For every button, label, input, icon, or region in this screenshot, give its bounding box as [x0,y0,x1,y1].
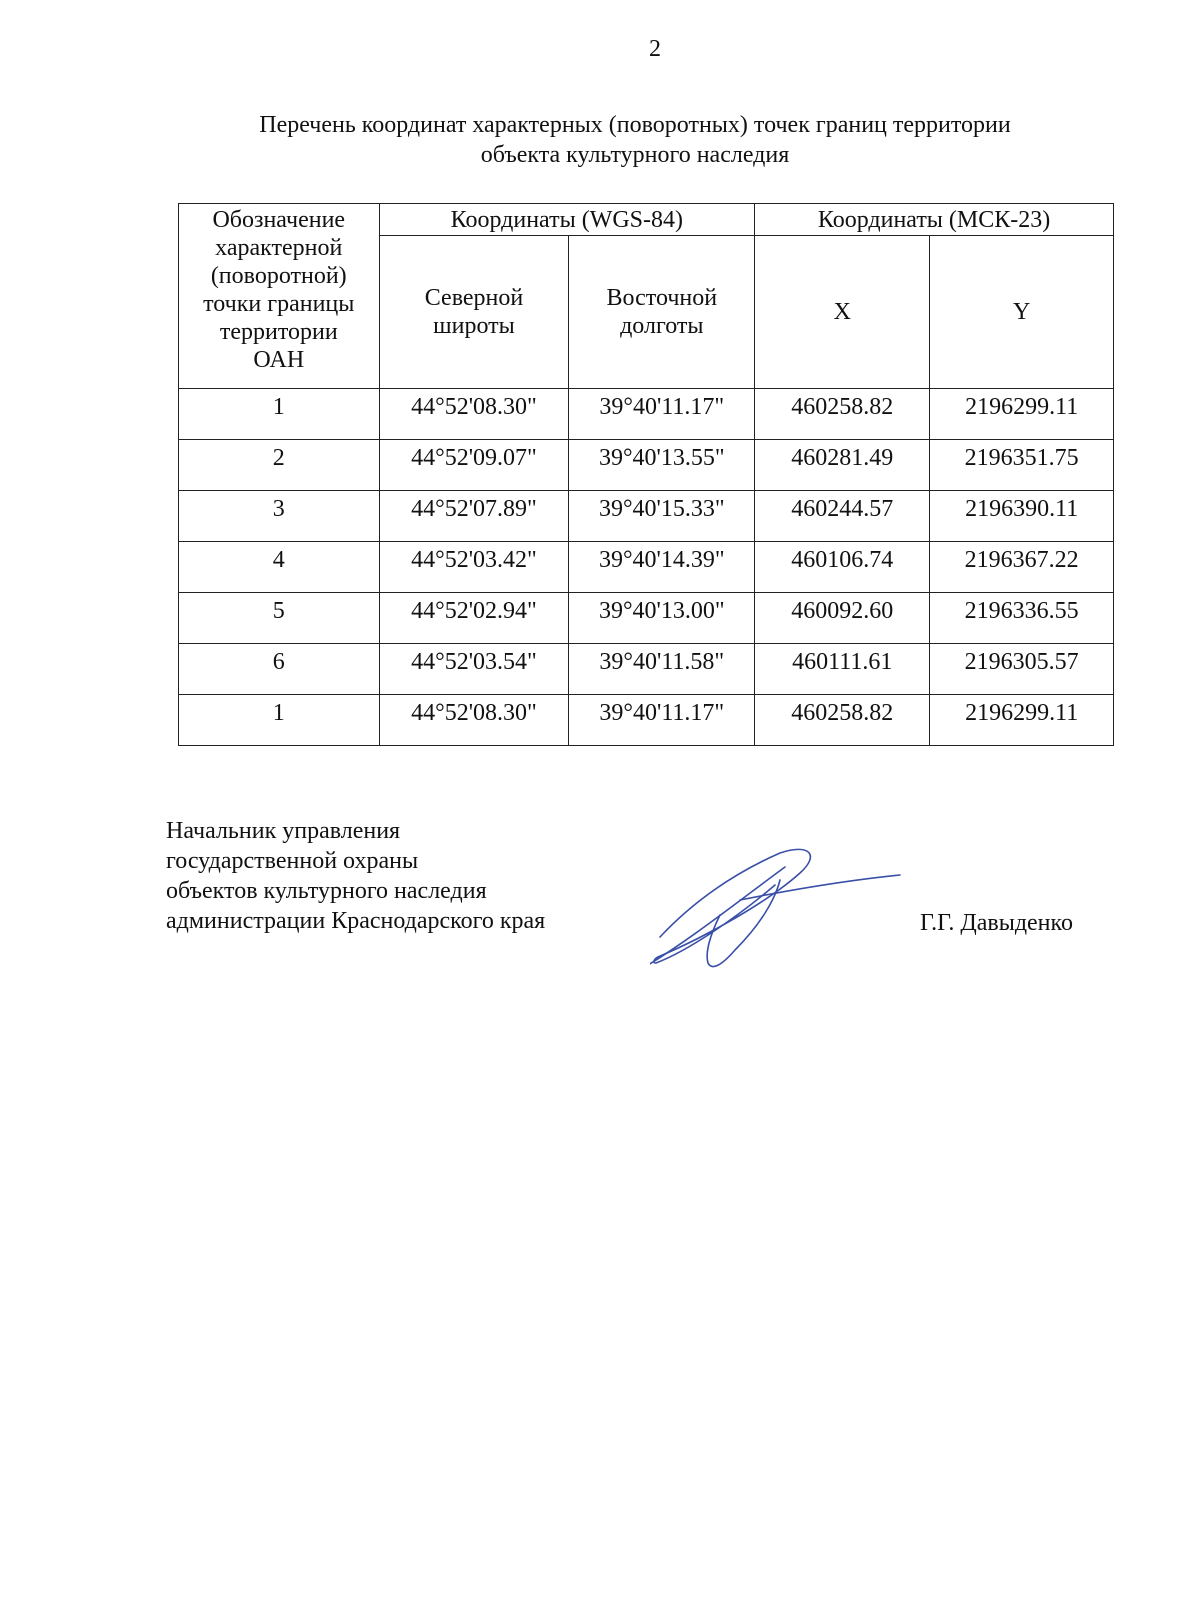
cell-latitude: 44°52'08.30" [379,695,569,746]
cell-longitude: 39°40'14.39" [569,542,755,593]
cell-latitude: 44°52'07.89" [379,491,569,542]
cell-point: 4 [179,542,380,593]
cell-x: 460258.82 [755,389,930,440]
cell-x: 460281.49 [755,440,930,491]
header-point-designation: Обозначение характерной (поворотной) точки границы территории ОАН [179,204,380,389]
document-title-line-1: Перечень координат характерных (поворотных) точек границ территории [259,112,1011,138]
signatory-name: Г.Г. Давыденко [920,910,1073,936]
cell-point: 2 [179,440,380,491]
coordinates-table [178,203,1114,746]
signatory-position-line: Начальник управления [166,818,401,844]
header-east-longitude: Восточной долготы [569,236,755,389]
cell-longitude: 39°40'11.17" [569,389,755,440]
header-group-msk23: Координаты (МСК-23) [755,204,1114,236]
cell-longitude: 39°40'11.17" [569,695,755,746]
signatory-position-line: администрации Краснодарского края [166,908,546,934]
cell-y: 2196305.57 [930,644,1114,695]
document-title-line-2: объекта культурного наследия [480,142,790,168]
header-group-wgs84: Координаты (WGS-84) [379,204,755,236]
cell-y: 2196299.11 [930,695,1114,746]
table-row [179,389,1114,440]
cell-longitude: 39°40'13.00" [569,593,755,644]
cell-y: 2196367.22 [930,542,1114,593]
cell-point: 6 [179,644,380,695]
table-row [179,542,1114,593]
cell-longitude: 39°40'13.55" [569,440,755,491]
handwritten-signature [650,845,930,975]
header-north-latitude: Северной широты [379,236,569,389]
cell-y: 2196336.55 [930,593,1114,644]
cell-point: 3 [179,491,380,542]
signatory-position-line: объектов культурного наследия [166,878,487,904]
cell-y: 2196390.11 [930,491,1114,542]
signatory-position-line: государственной охраны [166,848,419,874]
table-row [179,440,1114,491]
cell-x: 460106.74 [755,542,930,593]
cell-x: 460258.82 [755,695,930,746]
cell-point: 1 [179,389,380,440]
cell-point: 1 [179,695,380,746]
document-title [175,110,1095,170]
header-x: X [755,236,930,389]
table-row [179,491,1114,542]
cell-latitude: 44°52'09.07" [379,440,569,491]
cell-latitude: 44°52'03.54" [379,644,569,695]
cell-x: 460092.60 [755,593,930,644]
header-y: Y [930,236,1114,389]
page-number: 2 [649,36,661,62]
cell-longitude: 39°40'11.58" [569,644,755,695]
cell-x: 460244.57 [755,491,930,542]
cell-longitude: 39°40'15.33" [569,491,755,542]
cell-x: 460111.61 [755,644,930,695]
table-row [179,695,1114,746]
table-row [179,644,1114,695]
table-row [179,593,1114,644]
cell-point: 5 [179,593,380,644]
cell-latitude: 44°52'08.30" [379,389,569,440]
cell-y: 2196299.11 [930,389,1114,440]
cell-latitude: 44°52'02.94" [379,593,569,644]
signatory-position [166,816,545,936]
cell-y: 2196351.75 [930,440,1114,491]
cell-latitude: 44°52'03.42" [379,542,569,593]
